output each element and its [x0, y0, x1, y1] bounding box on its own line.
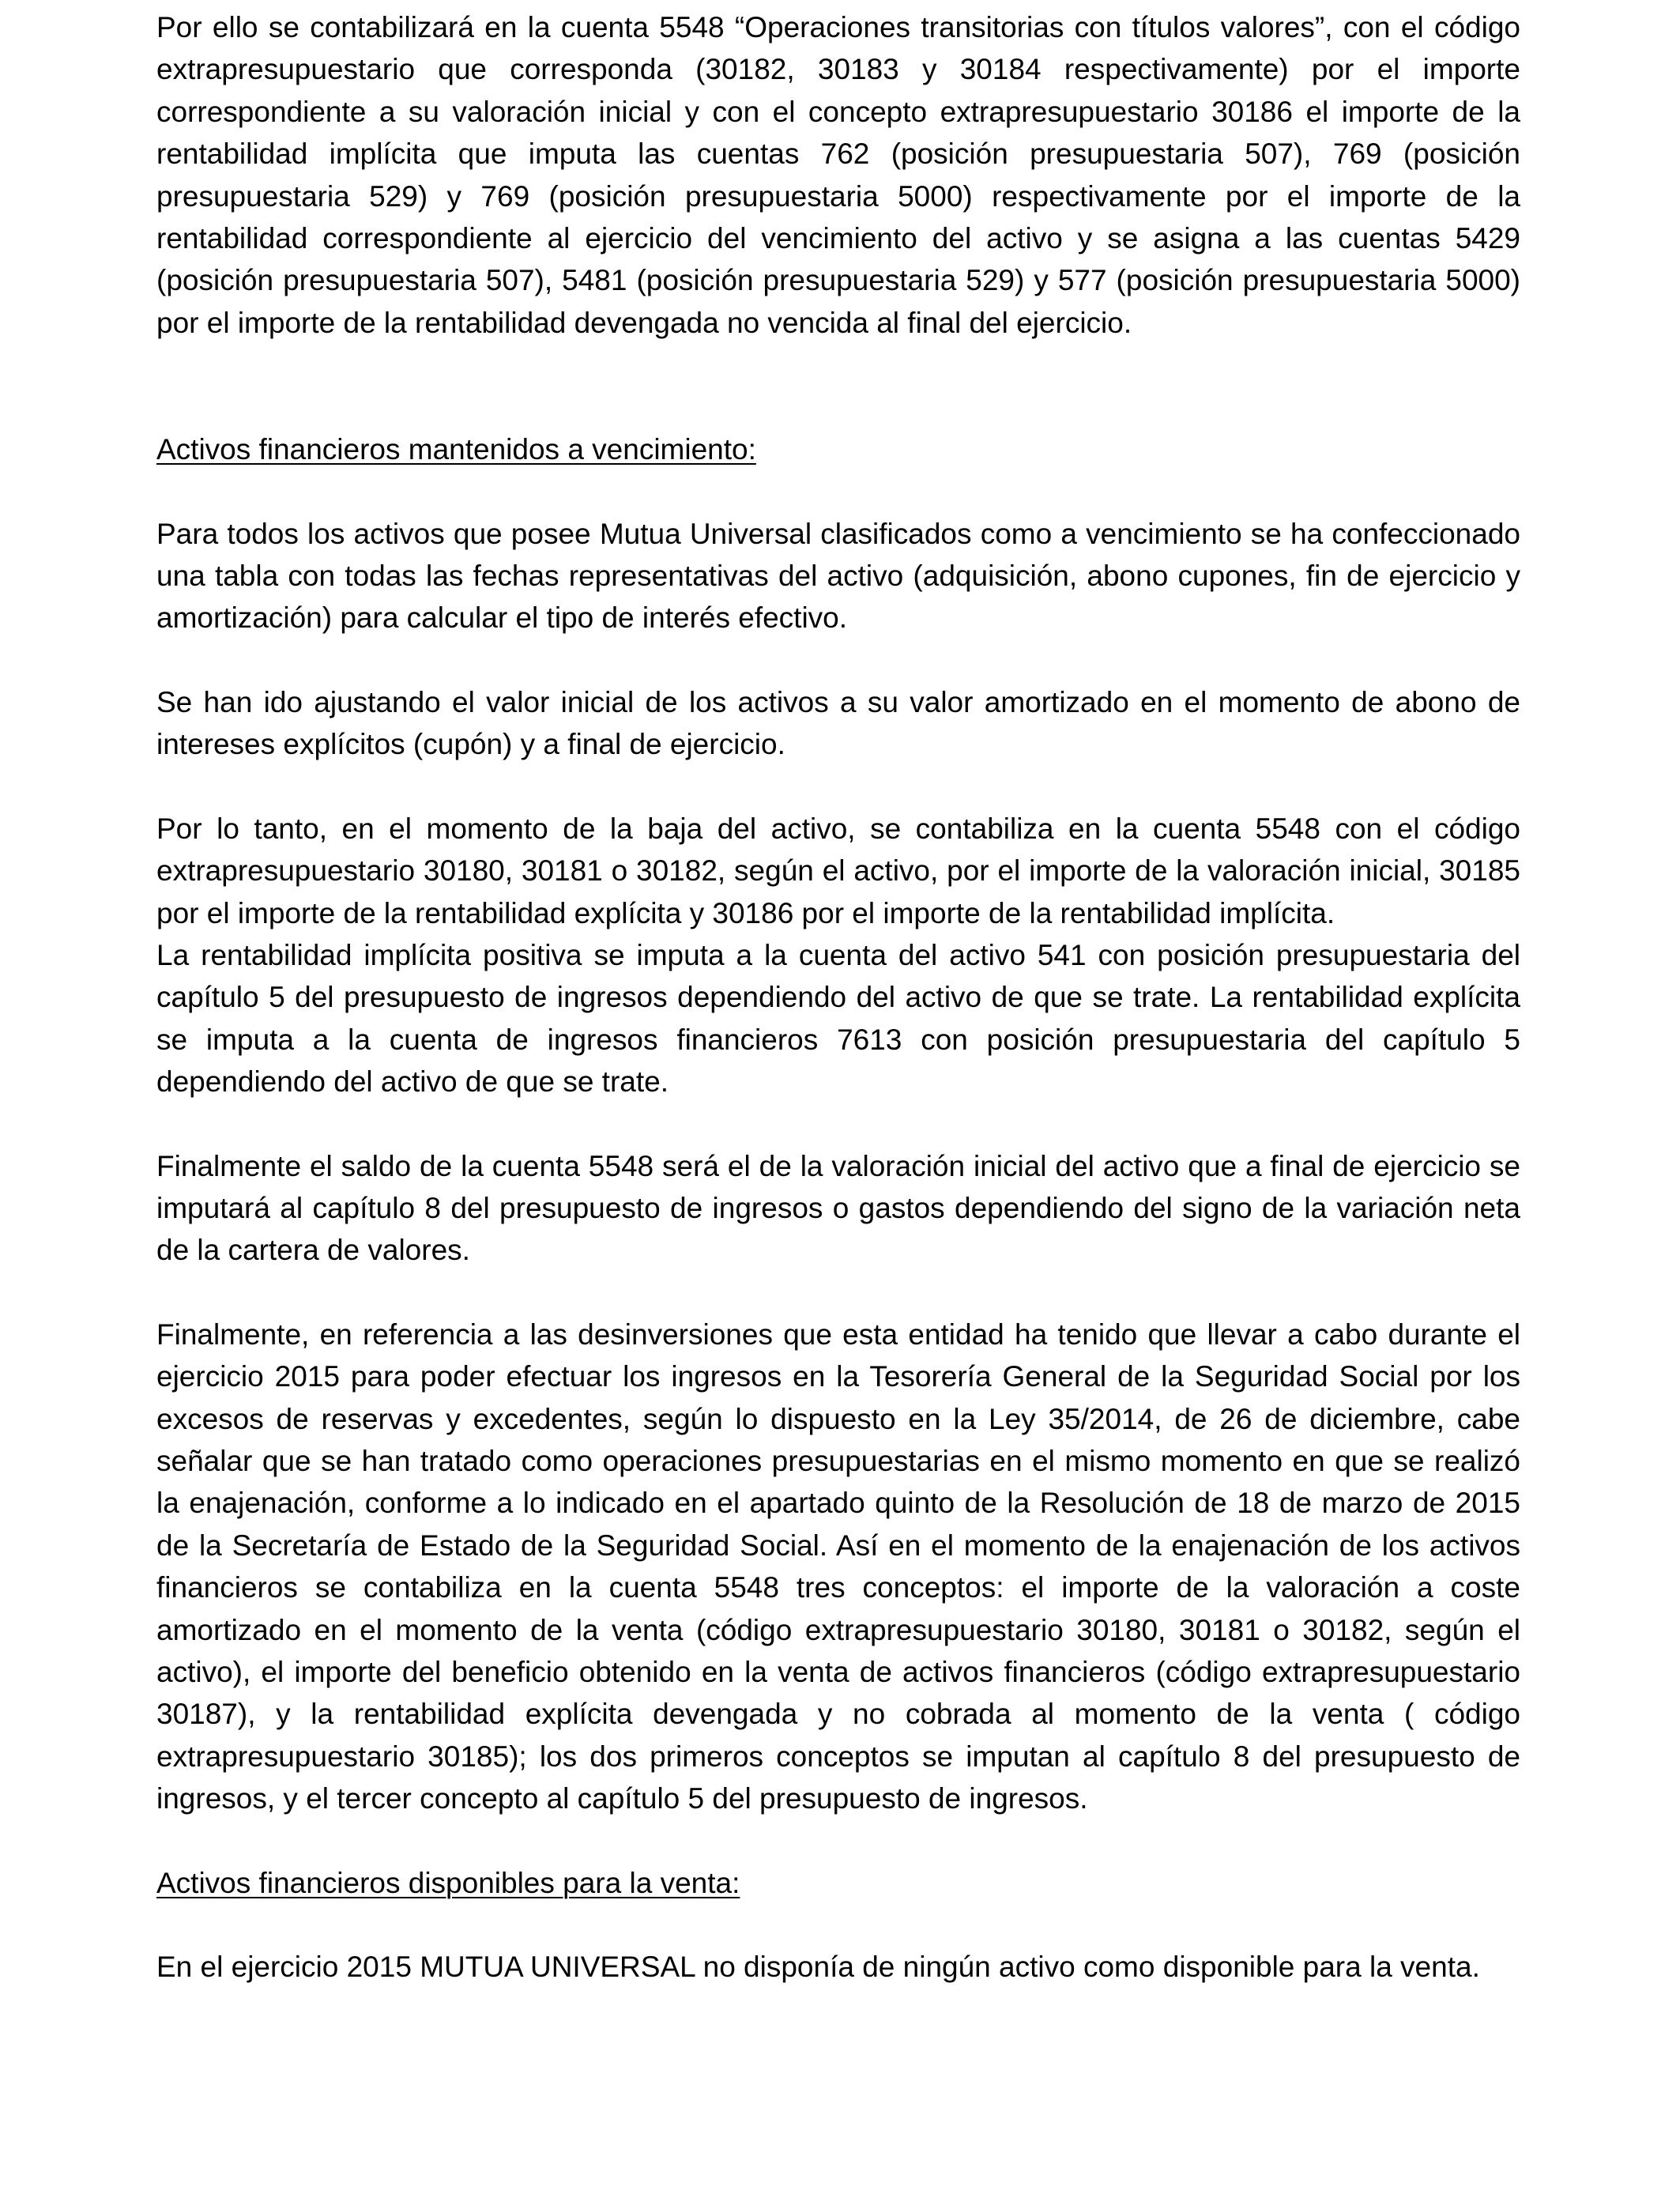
spacer	[156, 1904, 1520, 1946]
document-page	[156, 6, 1520, 1988]
spacer	[156, 1103, 1520, 1145]
paragraph-rentabilidad-implicita: La rentabilidad implícita positiva se imputa a la cuenta del activo 541 con posición presupuestaria del capítulo 5 del presupuesto de ingresos dependiendo del activo de que se trate. La rentabilidad explícita se imputa a la cuenta de ingresos financieros 7613 con posición presupuestaria del capítulo 5 dependiendo del activo de que se trate.	[156, 938, 1520, 1099]
paragraph-ajuste-valor: Se han ido ajustando el valor inicial de los activos a su valor amortizado en el momento de abono de intereses explícitos (cupón) y a final de ejercicio.	[156, 685, 1520, 761]
paragraph-saldo-5548: Finalmente el saldo de la cuenta 5548 será el de la valoración inicial del activo que a final de ejercicio se imputará al capítulo 8 del presupuesto de ingresos o gastos dependiendo del signo de la variación neta de la cartera de valores.	[156, 1149, 1520, 1267]
heading-activos-vencimiento: Activos financieros mantenidos a vencimiento:	[156, 433, 756, 466]
paragraph-desinversiones: Finalmente, en referencia a las desinversiones que esta entidad ha tenido que llevar a cabo durante el ejercicio 2015 para poder efectuar los ingresos en la Tesorería General de la Seguridad Social por los excesos de reservas y excedentes, según lo dispuesto en la Ley 35/2014, de 26 de diciembre, cabe señalar que se han tratado como operaciones presupuestarias en el mismo momento en que se realizó la enajenación, conforme a lo indicado en el apartado quinto de la Resolución de 18 de marzo de 2015 de la Secretaría de Estado de la Seguridad Social. Así en el momento de la enajenación de los activos financieros se contabiliza en la cuenta 5548 tres conceptos: el importe de la valoración a coste amortizado en el momento de la venta (código extrapresupuestario 30180, 30181 o 30182, según el activo), el importe del beneficio obtenido en la venta de activos financieros (código extrapresupuestario 30187), y la rentabilidad explícita devengada y no cobrada al momento de la venta ( código extrapresupuestario 30185); los dos primeros conceptos se imputan al capítulo 8 del presupuesto de ingresos, y el tercer concepto al capítulo 5 del presupuesto de ingresos.	[156, 1318, 1520, 1815]
spacer	[156, 639, 1520, 681]
spacer	[156, 766, 1520, 808]
spacer	[156, 1272, 1520, 1314]
paragraph-disponible-venta: En el ejercicio 2015 MUTUA UNIVERSAL no disponía de ningún activo como disponible para la venta.	[156, 1951, 1480, 1984]
heading-activos-disponibles: Activos financieros disponibles para la venta:	[156, 1866, 740, 1899]
spacer	[156, 471, 1520, 513]
paragraph-baja-activo: Por lo tanto, en el momento de la baja del activo, se contabiliza en la cuenta 5548 con el código extrapresupuestario 30180, 30181 o 30182, según el activo, por el importe de la valoración inicial, 30185 por el importe de la rentabilidad explícita y 30186 por el importe de la rentabilidad implícita.	[156, 812, 1520, 929]
paragraph-cuenta-5548: Por ello se contabilizará en la cuenta 5548 “Operaciones transitorias con títulos valores”, con el código extrapresupuestario que corresponda (30182, 30183 y 30184 respectivamente) por el importe correspondiente a su valoración inicial y con el concepto extrapresupuestario 30186 el importe de la rentabilidad implícita que imputa las cuentas 762 (posición presupuestaria 507), 769 (posición presupuestaria 529) y 769 (posición presupuestaria 5000) respectivamente por el importe de la rentabilidad correspondiente al ejercicio del vencimiento del activo y se asigna a las cuentas 5429 (posición presupuestaria 507), 5481 (posición presupuestaria 529) y 577 (posición presupuestaria 5000) por el importe de la rentabilidad devengada no vencida al final del ejercicio.	[156, 11, 1520, 339]
spacer	[156, 1820, 1520, 1862]
spacer	[156, 344, 1520, 428]
paragraph-tabla-fechas: Para todos los activos que posee Mutua Universal clasificados como a vencimiento se ha confeccionado una tabla con todas las fechas representativas del activo (adquisición, abono cupones, fin de ejercicio y amortización) para calcular el tipo de interés efectivo.	[156, 517, 1520, 635]
